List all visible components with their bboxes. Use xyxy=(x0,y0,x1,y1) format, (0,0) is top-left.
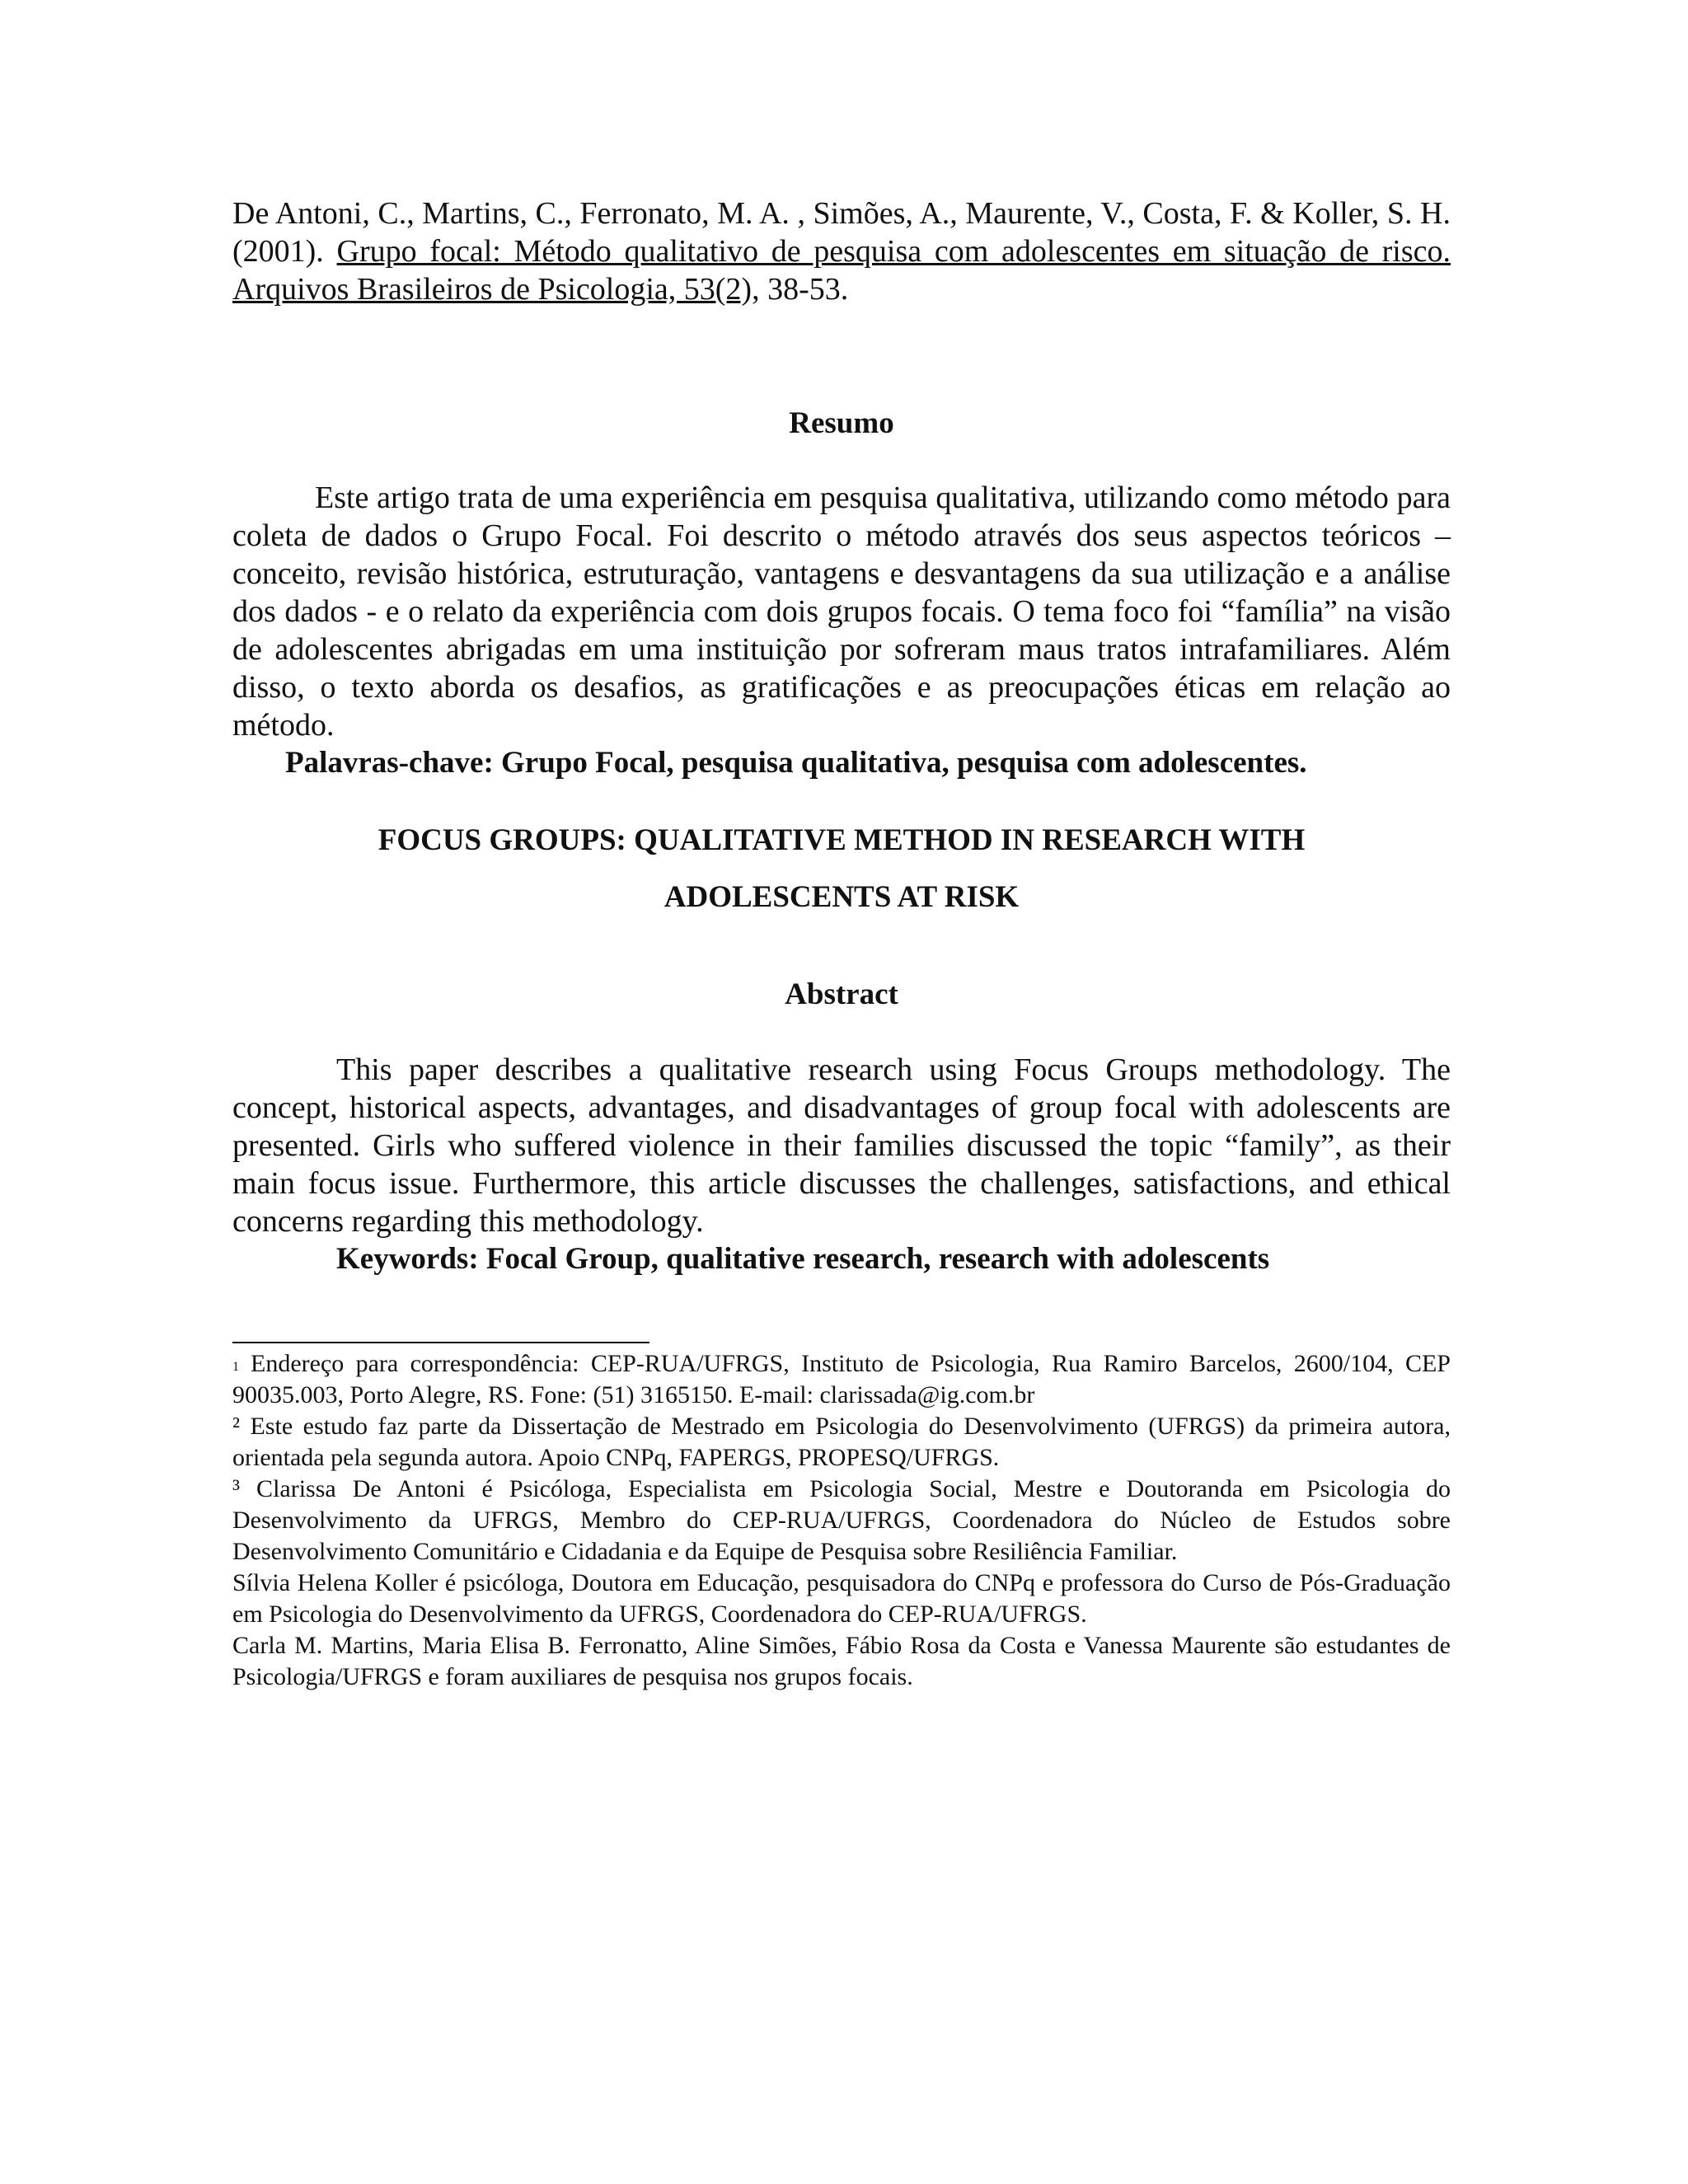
footnote-1-text: Endereço para correspondência: CEP-RUA/UFRGS, Instituto de Psicologia, Rua Ramiro Barcelos, 2600/104, CEP 90035.003, Porto Alegre, RS. Fone: (51) 3165150. E-mail: clarissada@ig.com.br xyxy=(232,1350,1451,1408)
footnote-4: Sílvia Helena Koller é psicóloga, Doutora em Educação, pesquisadora do CNPq e professora do Curso de Pós-Graduação em Psicologia do Desenvolvimento da UFRGS, Coordenadora do CEP-RUA/UFRGS. xyxy=(232,1569,1451,1628)
english-title-line-2: ADOLESCENTS AT RISK xyxy=(663,880,1020,914)
resumo-body: Este artigo trata de uma experiência em pesquisa qualitativa, utilizando como método para coleta de dados o Grupo Focal. Foi descrito o método através dos seus aspectos teóricos – conceito, revisão histórica, estruturação, vantagens e desvantagens da sua utilização e a análise dos dados - e o relato da experiência com dois grupos focais. O tema foco foi “família” na visão de adolescentes abrigadas em uma instituição por sofreram maus tratos intrafamiliares. Além disso, o texto aborda os desafios, as gratificações e as preocupações éticas em relação ao método. xyxy=(232,480,1451,743)
resumo-section xyxy=(232,479,1451,782)
citation xyxy=(232,194,1451,308)
citation-pages: 38-53. xyxy=(767,272,849,307)
resumo-heading: Resumo xyxy=(789,406,894,440)
footnote-5: Carla M. Martins, Maria Elisa B. Ferronatto, Aline Simões, Fábio Rosa da Costa e Vanessa Maurente são estudantes de Psicologia/UFRGS e foram auxiliares de pesquisa nos grupos focais. xyxy=(232,1632,1451,1690)
resumo-keywords: Palavras-chave: Grupo Focal, pesquisa qualitativa, pesquisa com adolescentes. xyxy=(285,746,1307,780)
english-title-line-1: FOCUS GROUPS: QUALITATIVE METHOD IN RESEARCH WITH xyxy=(377,823,1306,857)
abstract-section xyxy=(232,1051,1451,1278)
footnote-2: ² Este estudo faz parte da Dissertação de Mestrado em Psicologia do Desenvolvimento (UFRGS) da primeira autora, orientada pela segunda autora. Apoio CNPq, FAPERGS, PROPESQ/UFRGS. xyxy=(232,1413,1451,1471)
footnote-1-marker: 1 xyxy=(232,1360,239,1374)
footnote-3: ³ Clarissa De Antoni é Psicóloga, Especialista em Psicologia Social, Mestre e Doutoranda em Psicologia do Desenvolvimento da UFRGS, Membro do CEP-RUA/UFRGS, Coordenadora do Núcleo de Estudos sobre Desenvolvimento Comunitário e Cidadania e da Equipe de Pesquisa sobre Resiliência Familiar. xyxy=(232,1475,1451,1565)
abstract-body: This paper describes a qualitative research using Focus Groups methodology. The concept, historical aspects, advantages, and disadvantages of group focal with adolescents are presented. Girls who suffered violence in their families discussed the topic “family”, as their main focus issue. Furthermore, this article discusses the challenges, satisfactions, and ethical concerns regarding this methodology. xyxy=(232,1052,1451,1239)
abstract-keywords: Keywords: Focal Group, qualitative research, research with adolescents xyxy=(336,1242,1270,1276)
citation-title: Grupo focal: Método qualitativo de pesquisa com adolescentes em situação de risco. Arquivos Brasileiros de Psicologia, 53(2), xyxy=(232,234,1451,307)
footnotes xyxy=(232,1348,1451,1693)
footnote-1 xyxy=(232,1348,1451,1411)
citation-authors: De Antoni, C., Martins, C., Ferronato, M. A. , Simões, A., Maurente, V., Costa, F. & Koller, S. H. (2001). xyxy=(232,196,1451,269)
abstract-heading: Abstract xyxy=(785,977,898,1011)
footnote-divider xyxy=(232,1342,649,1343)
